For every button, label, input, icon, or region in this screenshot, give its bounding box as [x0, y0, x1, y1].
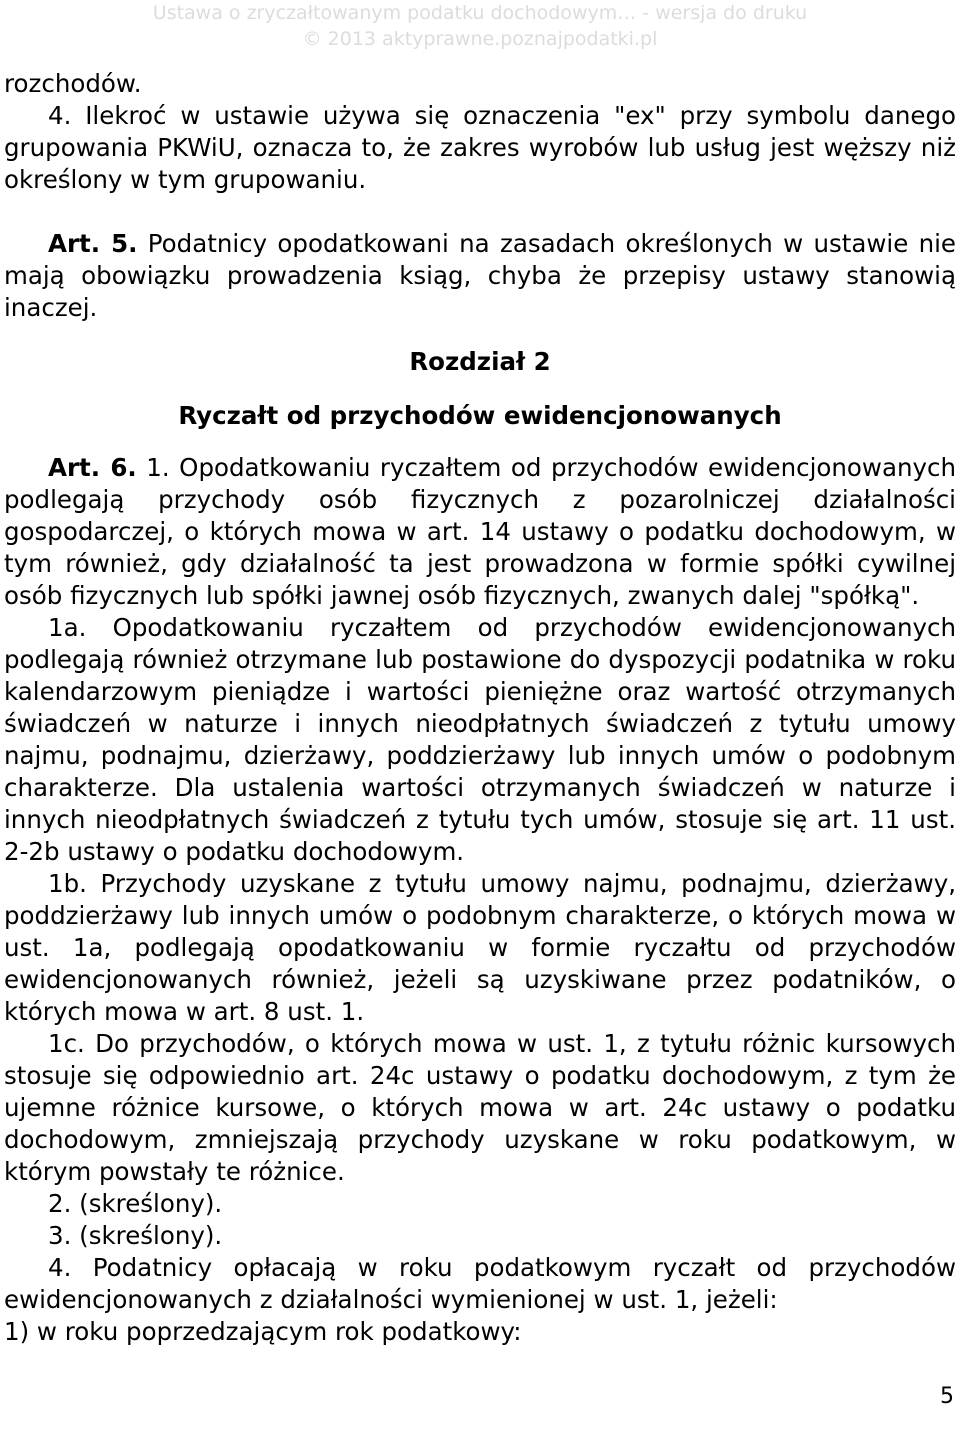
- paragraph-ust2: 2. (skreślony).: [48, 1189, 223, 1218]
- article-number: Art. 6.: [48, 453, 137, 482]
- chapter-title: Ryczałt od przychodów ewidencjonowanych: [178, 401, 782, 430]
- paragraph-continuation: rozchodów.: [4, 69, 142, 98]
- paragraph-ust1c: 1c. Do przychodów, o których mowa w ust. 1, z tytułu różnic kursowych stosuje się odpowiednio art. 24c ustawy o podatku dochodowym, z tym że ujemne różnice kursowe, o których mowa w art. 24c ustawy o podatku dochodowym, zmniejszają przychody uzyskane w roku podatkowym, w którym powstały te różnice.: [4, 1029, 956, 1186]
- paragraph-ust1a: 1a. Opodatkowaniu ryczałtem od przychodów ewidencjonowanych podlegają również otrzymane lub postawione do dyspozycji podatnika w roku kalendarzowym pieniądze i wartości pieniężne oraz wartość otrzymanych świadczeń w naturze i innych nieodpłatnych świadczeń z tytułu umowy najmu, podnajmu, dzierżawy, poddzierżawy lub innych umów o podobnym charakterze. Dla ustalenia wartości otrzymanych świadczeń w naturze i innych nieodpłatnych świadczeń z tytułu tych umów, stosuje się art. 11 ust. 2-2b ustawy o podatku dochodowym.: [4, 613, 956, 866]
- list-item-1: 1) w roku poprzedzającym rok podatkowy:: [4, 1317, 522, 1346]
- article-number: Art. 5.: [48, 229, 138, 258]
- copyright-line: © 2013 aktyprawne.poznajpodatki.pl: [302, 28, 658, 50]
- paragraph-ust4: 4. Podatnicy opłacają w roku podatkowym ryczałt od przychodów ewidencjonowanych z działalności wymienionej w ust. 1, jeżeli:: [4, 1253, 956, 1314]
- paragraph-art5: [4, 228, 956, 324]
- article-text: Podatnicy opodatkowani na zasadach określonych w ustawie nie mają obowiązku prowadzenia ksiąg, chyba że przepisy ustawy stanowią inaczej.: [4, 229, 957, 322]
- document-title: Ustawa o zryczałtowanym podatku dochodowym… - wersja do druku: [152, 2, 808, 24]
- paragraph-art4-ust4: 4. Ilekroć w ustawie używa się oznaczenia "ex" przy symbolu danego grupowania PKWiU, oznacza to, że zakres wyrobów lub usług jest węższy niż określony w tym grupowaniu.: [4, 101, 956, 194]
- page-number: 5: [940, 1384, 954, 1409]
- print-header: [0, 0, 960, 56]
- paragraph-art6-ust1: [4, 452, 956, 612]
- paragraph-ust1b: 1b. Przychody uzyskane z tytułu umowy najmu, podnajmu, dzierżawy, poddzierżawy lub innych umów o podobnym charakterze, o których mowa w ust. 1a, podlegają opodatkowaniu w formie ryczałtu od przychodów ewidencjonowanych również, jeżeli są uzyskiwane przez podatników, o których mowa w art. 8 ust. 1.: [4, 869, 956, 1026]
- paragraph-ust3: 3. (skreślony).: [48, 1221, 223, 1250]
- document-body: [4, 68, 956, 1348]
- chapter-heading: Rozdział 2: [409, 347, 551, 376]
- article-text: 1. Opodatkowaniu ryczałtem od przychodów ewidencjonowanych podlegają przychody osób fizycznych z pozarolniczej działalności gospodarczej, o których mowa w art. 14 ustawy o podatku dochodowym, w tym również, gdy działalność ta jest prowadzona w formie spółki cywilnej osób fizycznych lub spółki jawnej osób fizycznych, zwanych dalej "spółką".: [4, 453, 956, 610]
